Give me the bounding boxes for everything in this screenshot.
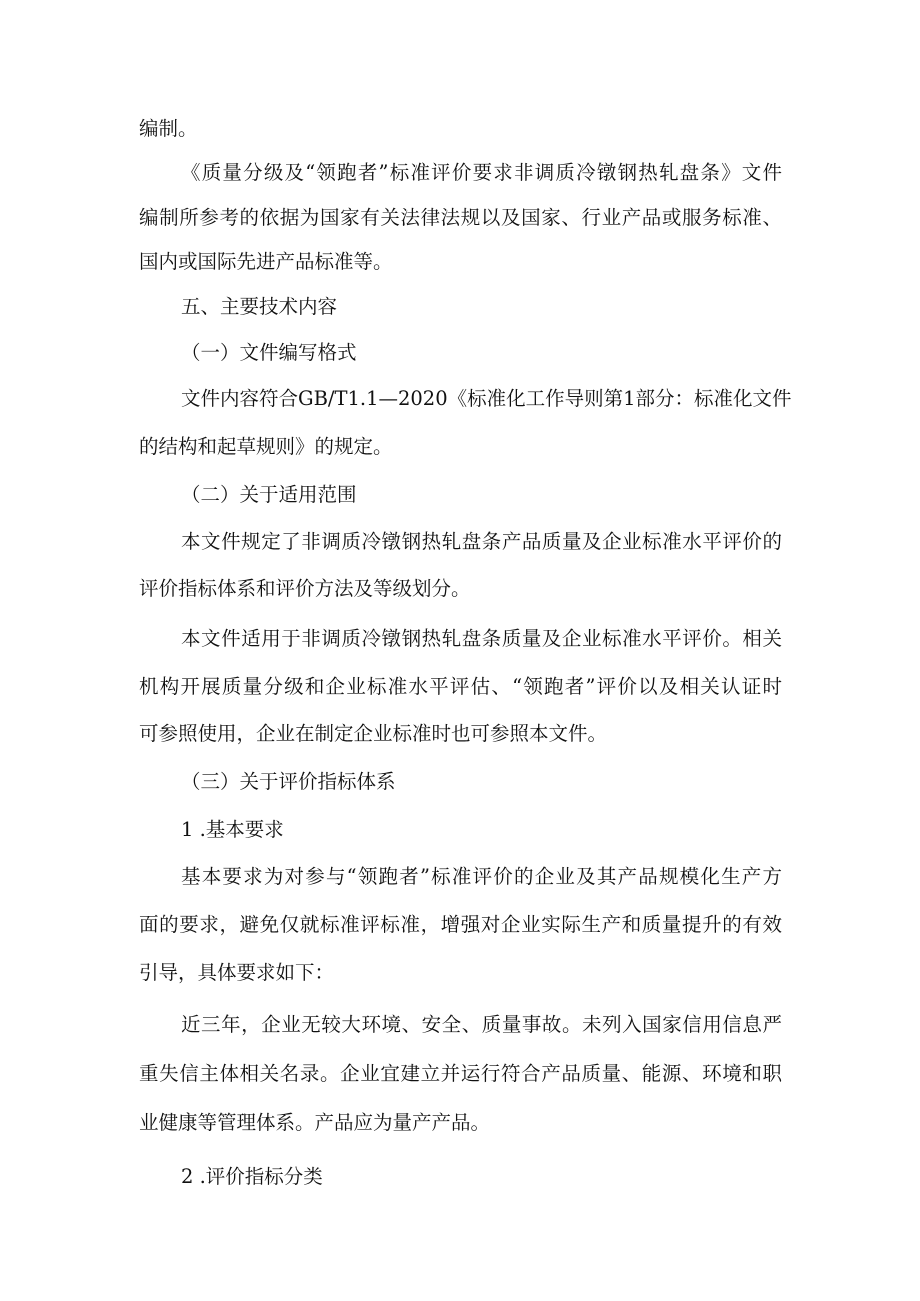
paragraph-line: 本文件适用于非调质冷镦钢热轧盘条质量及企业标准水平评价。相关 — [181, 627, 782, 650]
section-heading: 五、主要技术内容 — [181, 295, 338, 318]
paragraph-line: 重失信主体相关名录。企业宜建立并运行符合产品质量、能源、环境和职 — [139, 1062, 782, 1085]
item-heading: 2 .评价指标分类 — [181, 1165, 323, 1188]
paragraph-line: 可参照使用，企业在制定企业标准时也可参照本文件。 — [139, 722, 608, 745]
paragraph-line: 机构开展质量分级和企业标准水平评估、“领跑者”评价以及相关认证时 — [139, 675, 782, 698]
paragraph-line: 编制所参考的依据为国家有关法律法规以及国家、行业产品或服务标准、 — [139, 206, 782, 229]
paragraph-line: 面的要求，避免仅就标准评标准，增强对企业实际生产和质量提升的有效 — [139, 913, 782, 936]
paragraph-line: 基本要求为对参与“领跑者”标准评价的企业及其产品规模化生产方 — [181, 865, 782, 888]
paragraph-line: 引导，具体要求如下： — [139, 961, 335, 984]
paragraph-line: 国内或国际先进产品标准等。 — [139, 250, 393, 273]
paragraph-line: 编制。 — [139, 117, 198, 140]
paragraph-line: 业健康等管理体系。产品应为量产产品。 — [139, 1111, 491, 1134]
subsection-heading: （一）文件编写格式 — [181, 341, 357, 364]
paragraph-line: 《质量分级及“领跑者”标准评价要求非调质冷镦钢热轧盘条》文件 — [181, 161, 782, 184]
subsection-heading: （二）关于适用范围 — [181, 483, 357, 506]
paragraph-line: 的结构和起草规则》的规定。 — [139, 435, 393, 458]
paragraph-line: 近三年，企业无较大环境、安全、质量事故。未列入国家信用信息严 — [181, 1013, 782, 1036]
item-heading: 1 .基本要求 — [181, 818, 284, 841]
paragraph-line: 文件内容符合GB/T1.1—2020《标准化工作导则第1部分：标准化文件 — [181, 387, 792, 410]
paragraph-line: 本文件规定了非调质冷镦钢热轧盘条产品质量及企业标准水平评价的 — [181, 530, 782, 553]
subsection-heading: （三）关于评价指标体系 — [181, 770, 396, 793]
paragraph-line: 评价指标体系和评价方法及等级划分。 — [139, 577, 471, 600]
